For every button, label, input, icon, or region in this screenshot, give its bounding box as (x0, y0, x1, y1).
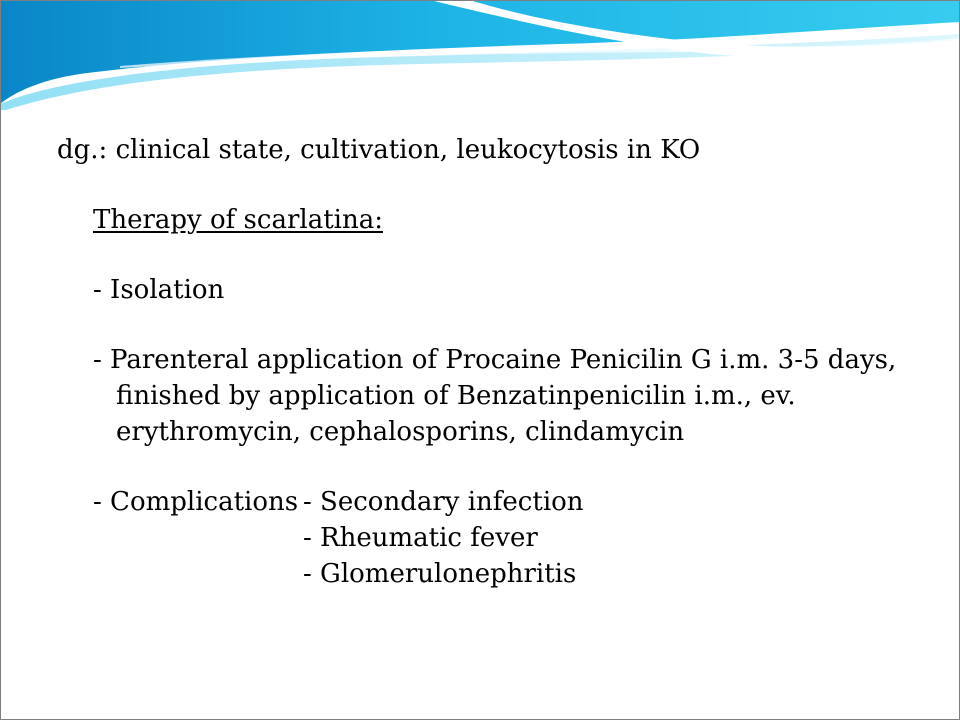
isolation-item: - Isolation (93, 275, 225, 305)
complication-item: - Secondary infection (303, 487, 584, 517)
parenteral-item-line-1: - Parenteral application of Procaine Penicilin G i.m. 3-5 days, (93, 345, 897, 375)
parenteral-item-line-3: erythromycin, cephalosporins, clindamycin (116, 417, 685, 447)
diagnosis-line: dg.: clinical state, cultivation, leukocytosis in KO (57, 135, 701, 165)
parenteral-item-line-2: finished by application of Benzatinpenicilin i.m., ev. (116, 381, 796, 411)
complication-item: - Rheumatic fever (303, 523, 538, 553)
therapy-heading: Therapy of scarlatina: (93, 205, 383, 235)
complications-label: - Complications (93, 487, 299, 517)
complication-item: - Glomerulonephritis (303, 559, 577, 589)
